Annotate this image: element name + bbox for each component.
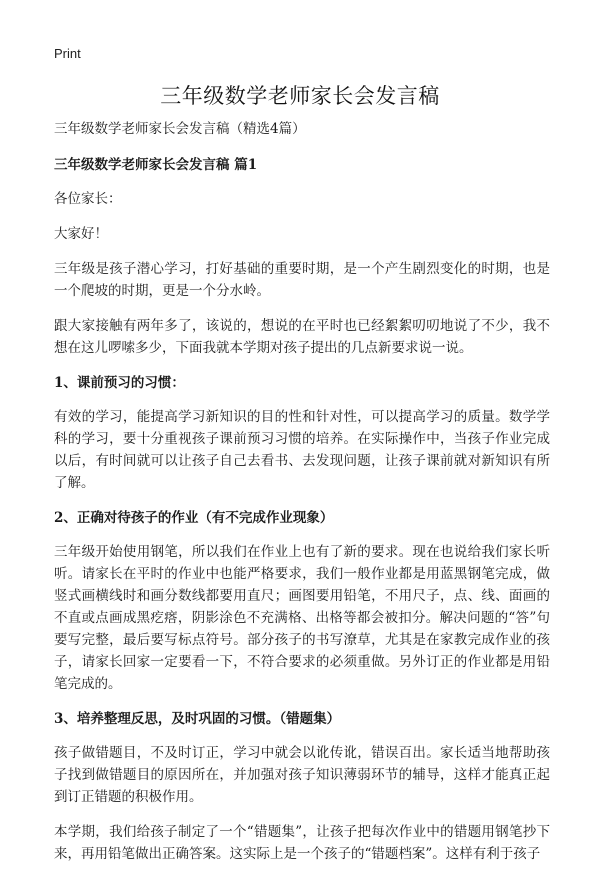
paragraph-correction: 孩子做错题目，不及时订正，学习中就会以讹传讹，错误百出。家长适当地帮助孩子找到做错题目的原因所在，并加强对孩子知识薄弱环节的辅导，这样才能真正起到订正错题的积极作用。 [54, 745, 550, 805]
print-link[interactable]: Print [54, 46, 81, 61]
paragraph-homework: 三年级开始使用钢笔，所以我们在作业上也有了新的要求。现在也说给我们家长听听。请家长在平时的作业中也能严格要求，我们一般作业都是用蓝黑钢笔完成，做竖式画横线时和画分数线都要用直尺；画图要用铅笔，不用尺子，点、线、面画的不直或点画成黑疙瘩，阴影涂色不充满格、出格等都会被扣分。解决问题的“答”句要写完整，最后要写标点符号。部分孩子的书写潦草，尤其是在家教完成作业的孩子，请家长回家一定要看一下，不符合要求的必须重做。另外订正的作业都是用铅笔完成的。 [54, 544, 550, 692]
heading-preview-habit: 1、课前预习的习惯： [54, 375, 185, 391]
heading-homework: 2、正确对待孩子的作业（有不完成作业现象） [54, 510, 334, 526]
hello-paragraph: 大家好！ [54, 226, 108, 242]
paragraph-intro: 三年级是孩子潜心学习，打好基础的重要时期，是一个产生剧烈变化的时期，也是一个爬坡的时期，更是一个分水岭。 [54, 261, 550, 299]
page-title: 三年级数学老师家长会发言稿 [160, 84, 440, 108]
section-title: 三年级数学老师家长会发言稿 篇1 [54, 157, 258, 173]
heading-reflection-habit: 3、培养整理反思，及时巩固的习惯。（错题集） [54, 711, 341, 727]
paragraph-error-collection: 本学期，我们给孩子制定了一个“错题集”，让孩子把每次作业中的错题用钢笔抄下来，再用铅笔做出正确答案。这实际上是一个孩子的“错题档案”。这样有利于孩子 [54, 824, 550, 862]
paragraph-requirements: 跟大家接触有两年多了，该说的，想说的在平时也已经絮絮叨叨地说了不少，我不想在这儿啰嗦多少，下面我就本学期对孩子提出的几点新要求说一说。 [54, 318, 550, 356]
article-body [54, 118, 550, 877]
document-subtitle: 三年级数学老师家长会发言稿（精选4篇） [54, 121, 306, 137]
paragraph-preview-habit: 有效的学习，能提高学习新知识的目的性和针对性，可以提高学习的质量。数学学科的学习，要十分重视孩子课前预习习惯的培养。在实际操作中，当孩子作业完成以后，有时间就可以让孩子自己去看书、去发现问题，让孩子课前就对新知识有所了解。 [54, 409, 550, 491]
greeting-paragraph: 各位家长： [54, 191, 122, 207]
